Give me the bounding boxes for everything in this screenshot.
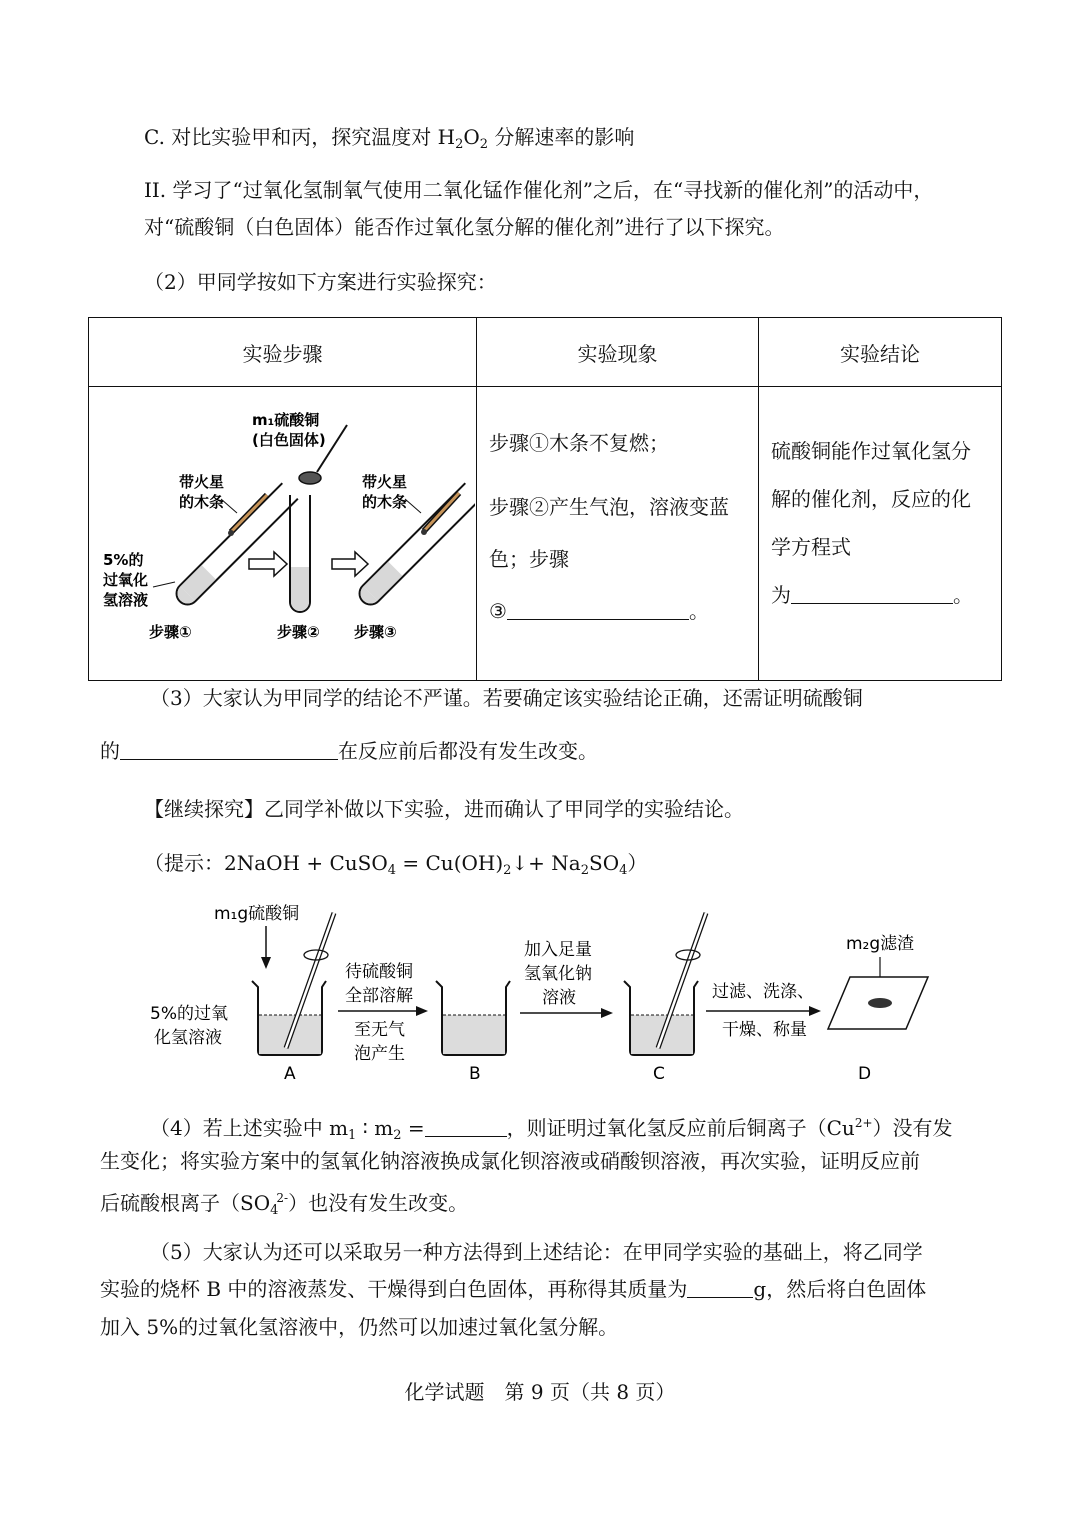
phenomenon-line-4 bbox=[489, 585, 746, 637]
q4-colon: ∶ m bbox=[356, 1116, 394, 1140]
hint-sub2: 2 bbox=[503, 863, 512, 878]
label-a: A bbox=[284, 1064, 296, 1084]
so4-sub: 4 bbox=[270, 1203, 279, 1218]
splint-1 bbox=[228, 495, 267, 536]
q3-blank[interactable] bbox=[120, 739, 338, 760]
conclusion-line-3: 学方程式 bbox=[771, 535, 851, 559]
q4-mid: ，则证明过氧化氢反应前后铜离子（Cu bbox=[506, 1116, 855, 1140]
step-label-3: 步骤③ bbox=[354, 623, 397, 641]
test-tube-2 bbox=[290, 495, 310, 612]
option-c bbox=[144, 123, 634, 159]
phenomenon-line-4-prefix: ③ bbox=[489, 599, 507, 623]
m2-sub: 2 bbox=[393, 1128, 402, 1143]
q4-line3-prefix: 后硫酸根离子（SO bbox=[100, 1191, 271, 1215]
splint-label-left-1: 带火星 bbox=[179, 473, 225, 491]
question-5-line1: （5）大家认为还可以采取另一种方法得到上述结论：在甲同学实验的基础上，将乙同学 bbox=[150, 1240, 923, 1264]
splint-label-right-2: 的木条 bbox=[362, 493, 408, 511]
q4-prefix: （4）若上述实验中 m bbox=[150, 1116, 349, 1140]
phenomenon-line-4-suffix: 。 bbox=[688, 599, 709, 623]
phenomenon-line-1: 步骤①木条不复燃； bbox=[489, 431, 669, 455]
arrow-right-2 bbox=[332, 552, 368, 576]
hint-part1: （提示：2NaOH + CuSO bbox=[144, 851, 388, 875]
phenomenon-cell bbox=[477, 387, 759, 681]
conclusion-line-4-suffix: 。 bbox=[953, 583, 973, 607]
reagent-label-2: (白色固体) bbox=[252, 431, 326, 449]
flow-arrowhead-1 bbox=[416, 1006, 428, 1016]
pointer-line-3 bbox=[405, 499, 421, 513]
arrow1-bottom-2: 泡产生 bbox=[354, 1044, 405, 1064]
label-b: B bbox=[469, 1064, 481, 1084]
header-steps: 实验步骤 bbox=[89, 318, 477, 387]
question-2: （2）甲同学按如下方案进行实验探究： bbox=[144, 270, 497, 294]
solution-label-3: 氢溶液 bbox=[103, 591, 149, 609]
filter-residue bbox=[868, 998, 892, 1008]
hint-sub3: 2 bbox=[580, 863, 589, 878]
phenomenon-blank[interactable] bbox=[507, 599, 689, 620]
part2-line2: 对“硫酸铜（白色固体）能否作过氧化氢分解的催化剂”进行了以下探究。 bbox=[144, 215, 785, 239]
option-c-prefix: C. 对比实验甲和丙，探究温度对 H bbox=[144, 125, 456, 149]
conclusion-line-4-prefix: 为 bbox=[771, 583, 791, 607]
solution-label-1: 5%的 bbox=[103, 551, 144, 569]
conclusion-cell bbox=[759, 387, 1002, 681]
question-3-line2 bbox=[100, 737, 598, 765]
hint-part4: SO bbox=[589, 851, 620, 875]
h2o2-sub-1: 2 bbox=[455, 137, 464, 152]
arrow3-top: 过滤、洗涤、 bbox=[712, 982, 814, 1002]
hint-part3: ↓+ Na bbox=[511, 851, 581, 875]
flow-reagent-label: m₁g硫酸铜 bbox=[214, 904, 300, 924]
question-5-line2 bbox=[100, 1275, 926, 1303]
conclusion-line-4 bbox=[771, 571, 991, 619]
reagent-label-1: m₁硫酸铜 bbox=[252, 411, 320, 429]
question-4-line1 bbox=[150, 1109, 953, 1150]
q3-suffix: 在反应前后都没有发生改变。 bbox=[338, 739, 598, 763]
beaker-b bbox=[436, 981, 510, 1055]
splint-label-left-2: 的木条 bbox=[179, 493, 225, 511]
table-header-row bbox=[89, 318, 1002, 387]
splint-label-right-1: 带火星 bbox=[362, 473, 408, 491]
phenomenon-line-3: 色；步骤 bbox=[489, 547, 569, 571]
experiment-table bbox=[88, 317, 1002, 681]
step-figure bbox=[89, 387, 475, 675]
arrow1-top-2: 全部溶解 bbox=[345, 986, 413, 1006]
option-c-suffix: 分解速率的影响 bbox=[488, 125, 635, 149]
label-d: D bbox=[858, 1064, 872, 1084]
q4-line3-suffix: ）也没有发生改变。 bbox=[288, 1191, 469, 1215]
cu-charge: 2+ bbox=[854, 1116, 873, 1130]
h2o2-sub-2: 2 bbox=[479, 137, 489, 152]
arrow2-top-2: 氢氧化钠 bbox=[524, 964, 592, 984]
question-4-line2: 生变化；将实验方案中的氢氧化钠溶液换成氯化钡溶液或硝酸钡溶液，再次实验，证明反应前 bbox=[100, 1149, 920, 1173]
table-body-row bbox=[89, 387, 1002, 681]
question-5-line3: 加入 5%的过氧化氢溶液中，仍然可以加速过氧化氢分解。 bbox=[100, 1315, 619, 1339]
experiment-flow-figure bbox=[140, 893, 960, 1093]
arrow2-top-3: 溶液 bbox=[542, 988, 576, 1008]
hint bbox=[144, 849, 647, 885]
arrow2-top-1: 加入足量 bbox=[524, 940, 592, 960]
reagent-arrowhead bbox=[261, 957, 271, 969]
question-3-line1: （3）大家认为甲同学的结论不严谨。若要确定该实验结论正确，还需证明硫酸铜 bbox=[150, 686, 863, 710]
q3-prefix: 的 bbox=[100, 739, 120, 763]
header-conclusion: 实验结论 bbox=[759, 318, 1002, 387]
flow-solution-label-2: 化氢溶液 bbox=[154, 1028, 222, 1048]
mass-blank[interactable] bbox=[687, 1277, 753, 1298]
conclusion-line-1: 硫酸铜能作过氧化氢分 bbox=[771, 439, 971, 463]
equation-blank[interactable] bbox=[791, 583, 953, 604]
step-label-2: 步骤② bbox=[277, 623, 320, 641]
arrow-right-1 bbox=[249, 552, 287, 576]
residue-label: m₂g滤渣 bbox=[846, 934, 915, 954]
ratio-blank[interactable] bbox=[425, 1116, 507, 1137]
hint-sub4: 4 bbox=[619, 863, 628, 878]
arrow3-bottom: 干燥、称量 bbox=[722, 1020, 807, 1040]
flow-solution-label-1: 5%的过氧 bbox=[150, 1004, 228, 1024]
header-phenomenon: 实验现象 bbox=[477, 318, 759, 387]
flow-arrowhead-3 bbox=[809, 1006, 821, 1016]
option-c-mid: O bbox=[463, 125, 480, 149]
conclusion-line-2: 解的催化剂，反应的化 bbox=[771, 487, 971, 511]
q4-suffix: ）没有发 bbox=[872, 1116, 953, 1140]
so4-charge: 2- bbox=[276, 1191, 289, 1205]
steps-cell bbox=[89, 387, 477, 681]
label-c: C bbox=[653, 1064, 665, 1084]
hint-part5: ） bbox=[627, 851, 648, 875]
flow-arrowhead-2 bbox=[601, 1008, 613, 1018]
hint-sub1: 4 bbox=[387, 863, 397, 878]
step-label-1: 步骤① bbox=[149, 623, 192, 641]
q4-eq: = bbox=[401, 1116, 425, 1140]
q5-line2-prefix: 实验的烧杯 B 中的溶液蒸发、干燥得到白色固体，再称得其质量为 bbox=[100, 1277, 688, 1301]
hint-part2: = Cu(OH) bbox=[396, 851, 504, 875]
part2-line1: II. 学习了“过氧化氢制氧气使用二氧化锰作催化剂”之后，在“寻找新的催化剂”的活动中， bbox=[144, 178, 934, 202]
q5-line2-suffix: g，然后将白色固体 bbox=[753, 1277, 927, 1301]
m1-sub: 1 bbox=[348, 1128, 357, 1143]
phenomenon-line-2: 步骤②产生气泡，溶液变蓝 bbox=[489, 495, 729, 519]
spoon-bowl bbox=[299, 472, 321, 484]
pointer-line-2 bbox=[153, 582, 175, 587]
arrow1-top-1: 待硫酸铜 bbox=[345, 962, 413, 982]
page-footer: 化学试题 第 9 页（共 8 页） bbox=[404, 1380, 676, 1404]
question-4-line3 bbox=[100, 1184, 468, 1225]
splint-3 bbox=[421, 493, 459, 535]
continue-explore: 【继续探究】乙同学补做以下实验，进而确认了甲同学的实验结论。 bbox=[144, 797, 744, 821]
arrow1-bottom-1: 至无气 bbox=[354, 1020, 405, 1040]
solution-label-2: 过氧化 bbox=[103, 571, 149, 589]
